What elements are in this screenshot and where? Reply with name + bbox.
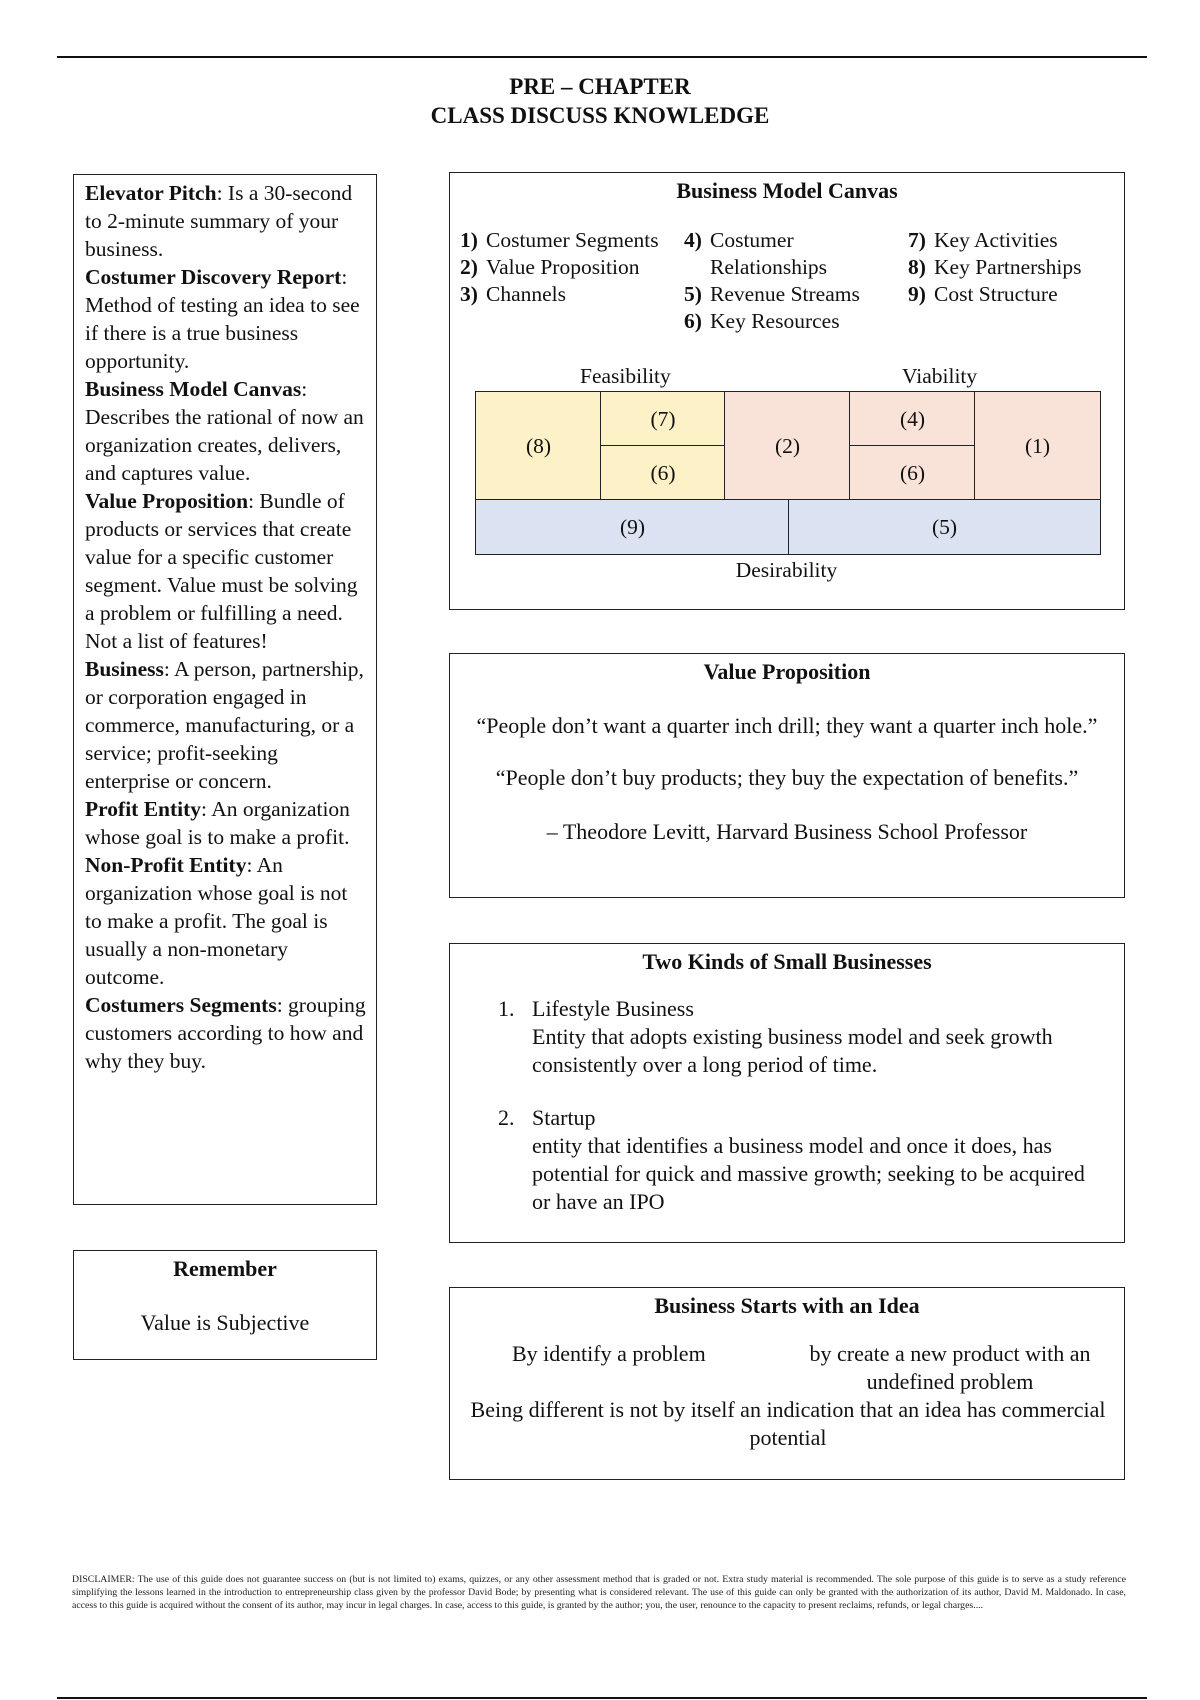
list-item: 2. Startup entity that identifies a business model and once it does, has potential for quick and massive growth; seeking to be acquired or have an IPO — [498, 1104, 1098, 1216]
business-type-desc: Entity that adopts existing business model and seek growth consistently over a long period of time. — [532, 1024, 1053, 1077]
idea-left-text: By identify a problem — [512, 1341, 706, 1366]
page-title — [0, 72, 1200, 130]
bmc-list-column — [908, 227, 1118, 308]
top-rule — [57, 56, 1147, 58]
bmc-title: Business Model Canvas — [676, 178, 898, 203]
value-proposition-title: Value Proposition — [703, 659, 871, 684]
glossary-entry: Costumer Discovery Report: Method of testing an idea to see if there is a true business opportunity. — [85, 265, 360, 373]
canvas-cell-value-proposition: (2) — [724, 391, 851, 501]
remember-text: Value is Subjective — [140, 1310, 310, 1335]
glossary-entry: Business: A person, partnership, or corporation engaged in commerce, manufacturing, or a service; profit-seeking enterprise or concern. — [85, 657, 364, 793]
quote-drill: “People don’t want a quarter inch drill; they want a quarter inch hole.” — [476, 713, 1098, 738]
bmc-item: 8) Key Partnerships — [908, 255, 1082, 279]
bmc-item: 3) Channels — [460, 282, 567, 306]
viability-label: Viability — [902, 364, 978, 388]
glossary-entry: Elevator Pitch: Is a 30-second to 2-minute summary of your business. — [85, 181, 353, 261]
canvas-cell-revenue-streams: (5) — [788, 499, 1101, 555]
canvas-cell-key-resources: (6) — [600, 445, 726, 501]
small-businesses-title: Two Kinds of Small Businesses — [642, 949, 932, 974]
idea-right-text: by create a new product with an undefined problem — [809, 1341, 1091, 1394]
canvas-cell-key-activities: (7) — [600, 391, 726, 447]
glossary-entry: Value Proposition: Bundle of products or services that create value for a specific customer segment. Value must be solving a problem or fulfilling a need. Not a list of features! — [85, 489, 358, 653]
remember-box — [73, 1250, 377, 1360]
bmc-item: 7) Key Activities — [908, 228, 1058, 252]
bmc-item: 6) Key Resources — [684, 309, 840, 333]
canvas-cell-customer-relationships: (4) — [849, 391, 976, 447]
bmc-item: 4) Costumer Relationships — [684, 228, 828, 279]
small-businesses-box — [449, 943, 1125, 1243]
business-model-canvas-box — [449, 172, 1125, 610]
glossary-entry: Business Model Canvas: Describes the rational of now an organization creates, delivers, and captures value. — [85, 377, 364, 485]
glossary-box — [73, 174, 377, 1205]
idea-bottom-text: Being different is not by itself an indication that an idea has commercial potential — [470, 1397, 1106, 1450]
remember-title: Remember — [173, 1256, 277, 1281]
quote-benefits: “People don’t buy products; they buy the expectation of benefits.” — [495, 765, 1079, 790]
title-line-2: CLASS DISCUSS KNOWLEDGE — [430, 103, 770, 128]
business-type-desc: entity that identifies a business model and once it does, has potential for quick and massive growth; seeking to be acquired or have an IPO — [532, 1133, 1085, 1214]
list-item: 1. Lifestyle Business Entity that adopts existing business model and seek growth consistently over a long period of time. — [498, 995, 1098, 1079]
glossary-entry: Costumers Segments: grouping customers according to how and why they buy. — [85, 993, 366, 1073]
bmc-item: 5) Revenue Streams — [684, 282, 860, 306]
canvas-cell-cost-structure: (9) — [475, 499, 790, 555]
feasibility-label: Feasibility — [580, 364, 671, 388]
bmc-item: 9) Cost Structure — [908, 282, 1058, 306]
bottom-rule — [57, 1697, 1147, 1699]
disclaimer: DISCLAIMER: The use of this guide does not guarantee success on (but is not limited to) exams, quizzes, or any other assessment method that is graded or not. Extra study material is recommended. The sole purpose of this guide is to serve as a study reference simplifying the lessons learned in the introduction to entrepreneurship class given by the professor David Bode; by presenting what is considered relevant. The use of this guide can only be granted with the authorization of its author, David M. Maldonado. In case, access to this guide is acquired without the consent of its author, may incur in legal charges. In case, access to this guide, is granted by the author; you, the user, renounce to the capacity to present reclaims, refunds, or legal charges.... — [72, 1574, 1126, 1611]
bmc-list-column — [460, 227, 670, 308]
bmc-item: 2) Value Proposition — [460, 255, 640, 279]
title-line-1: PRE – CHAPTER — [509, 74, 691, 99]
canvas-cell-key-partnerships: (8) — [475, 391, 602, 501]
value-proposition-box — [449, 653, 1125, 898]
desirability-label: Desirability — [735, 558, 838, 582]
quote-attribution: – Theodore Levitt, Harvard Business School Professor — [546, 819, 1028, 844]
glossary-entry: Profit Entity: An organization whose goal is to make a profit. — [85, 797, 350, 849]
bmc-list-column — [684, 227, 894, 335]
idea-title: Business Starts with an Idea — [654, 1293, 920, 1318]
canvas-cell-channels: (6) — [849, 445, 976, 501]
business-type-name: Lifestyle Business — [532, 996, 694, 1021]
bmc-item: 1) Costumer Segments — [460, 228, 659, 252]
idea-box — [449, 1287, 1125, 1480]
glossary-entry: Non-Profit Entity: An organization whose goal is not to make a profit. The goal is usually a non-monetary outcome. — [85, 853, 348, 989]
canvas-grid — [475, 391, 1101, 555]
business-type-name: Startup — [532, 1105, 596, 1130]
canvas-cell-customer-segments: (1) — [974, 391, 1101, 501]
